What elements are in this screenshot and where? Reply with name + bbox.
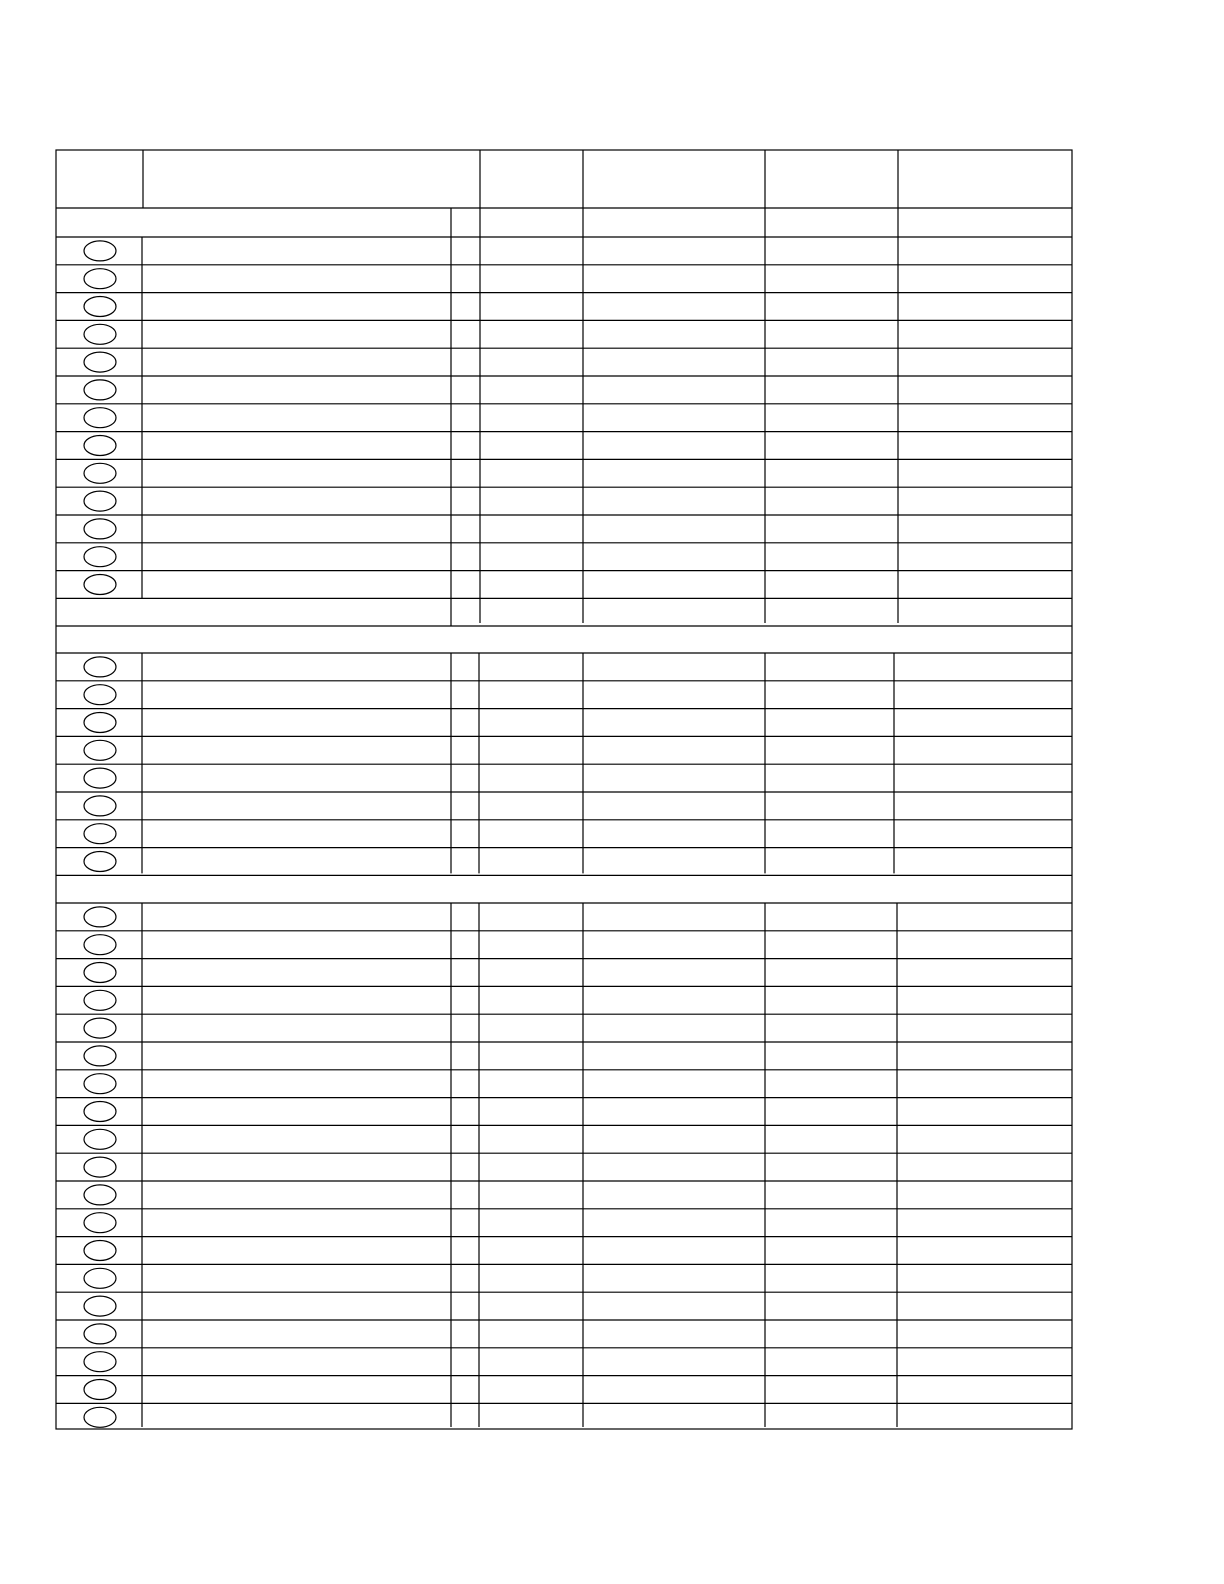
row-select-bubble[interactable]: [84, 713, 116, 733]
row-select-bubble[interactable]: [84, 796, 116, 816]
row-select-bubble[interactable]: [84, 352, 116, 372]
row-select-bubble[interactable]: [84, 491, 116, 511]
row-select-bubble[interactable]: [84, 990, 116, 1010]
row-select-bubble[interactable]: [84, 1213, 116, 1233]
row-select-bubble[interactable]: [84, 269, 116, 289]
row-select-bubble[interactable]: [84, 935, 116, 955]
row-select-bubble[interactable]: [84, 1296, 116, 1316]
row-select-bubble[interactable]: [84, 1324, 116, 1344]
row-select-bubble[interactable]: [84, 408, 116, 428]
row-select-bubble[interactable]: [84, 380, 116, 400]
row-select-bubble[interactable]: [84, 907, 116, 927]
row-select-bubble[interactable]: [84, 1046, 116, 1066]
row-select-bubble[interactable]: [84, 1352, 116, 1372]
row-select-bubble[interactable]: [84, 1157, 116, 1177]
row-select-bubble[interactable]: [84, 740, 116, 760]
row-select-bubble[interactable]: [84, 1185, 116, 1205]
row-select-bubble[interactable]: [84, 1018, 116, 1038]
row-select-bubble[interactable]: [84, 685, 116, 705]
row-select-bubble[interactable]: [84, 575, 116, 595]
row-select-bubble[interactable]: [84, 324, 116, 344]
row-select-bubble[interactable]: [84, 1380, 116, 1400]
row-select-bubble[interactable]: [84, 1407, 116, 1427]
row-select-bubble[interactable]: [84, 852, 116, 872]
row-select-bubble[interactable]: [84, 768, 116, 788]
row-select-bubble[interactable]: [84, 1268, 116, 1288]
row-select-bubble[interactable]: [84, 1102, 116, 1122]
row-select-bubble[interactable]: [84, 963, 116, 983]
row-select-bubble[interactable]: [84, 1129, 116, 1149]
row-select-bubble[interactable]: [84, 519, 116, 539]
row-select-bubble[interactable]: [84, 1241, 116, 1261]
row-select-bubble[interactable]: [84, 1074, 116, 1094]
row-select-bubble[interactable]: [84, 657, 116, 677]
row-select-bubble[interactable]: [84, 547, 116, 567]
row-select-bubble[interactable]: [84, 436, 116, 456]
row-select-bubble[interactable]: [84, 824, 116, 844]
row-select-bubble[interactable]: [84, 241, 116, 261]
row-select-bubble[interactable]: [84, 297, 116, 317]
row-select-bubble[interactable]: [84, 463, 116, 483]
